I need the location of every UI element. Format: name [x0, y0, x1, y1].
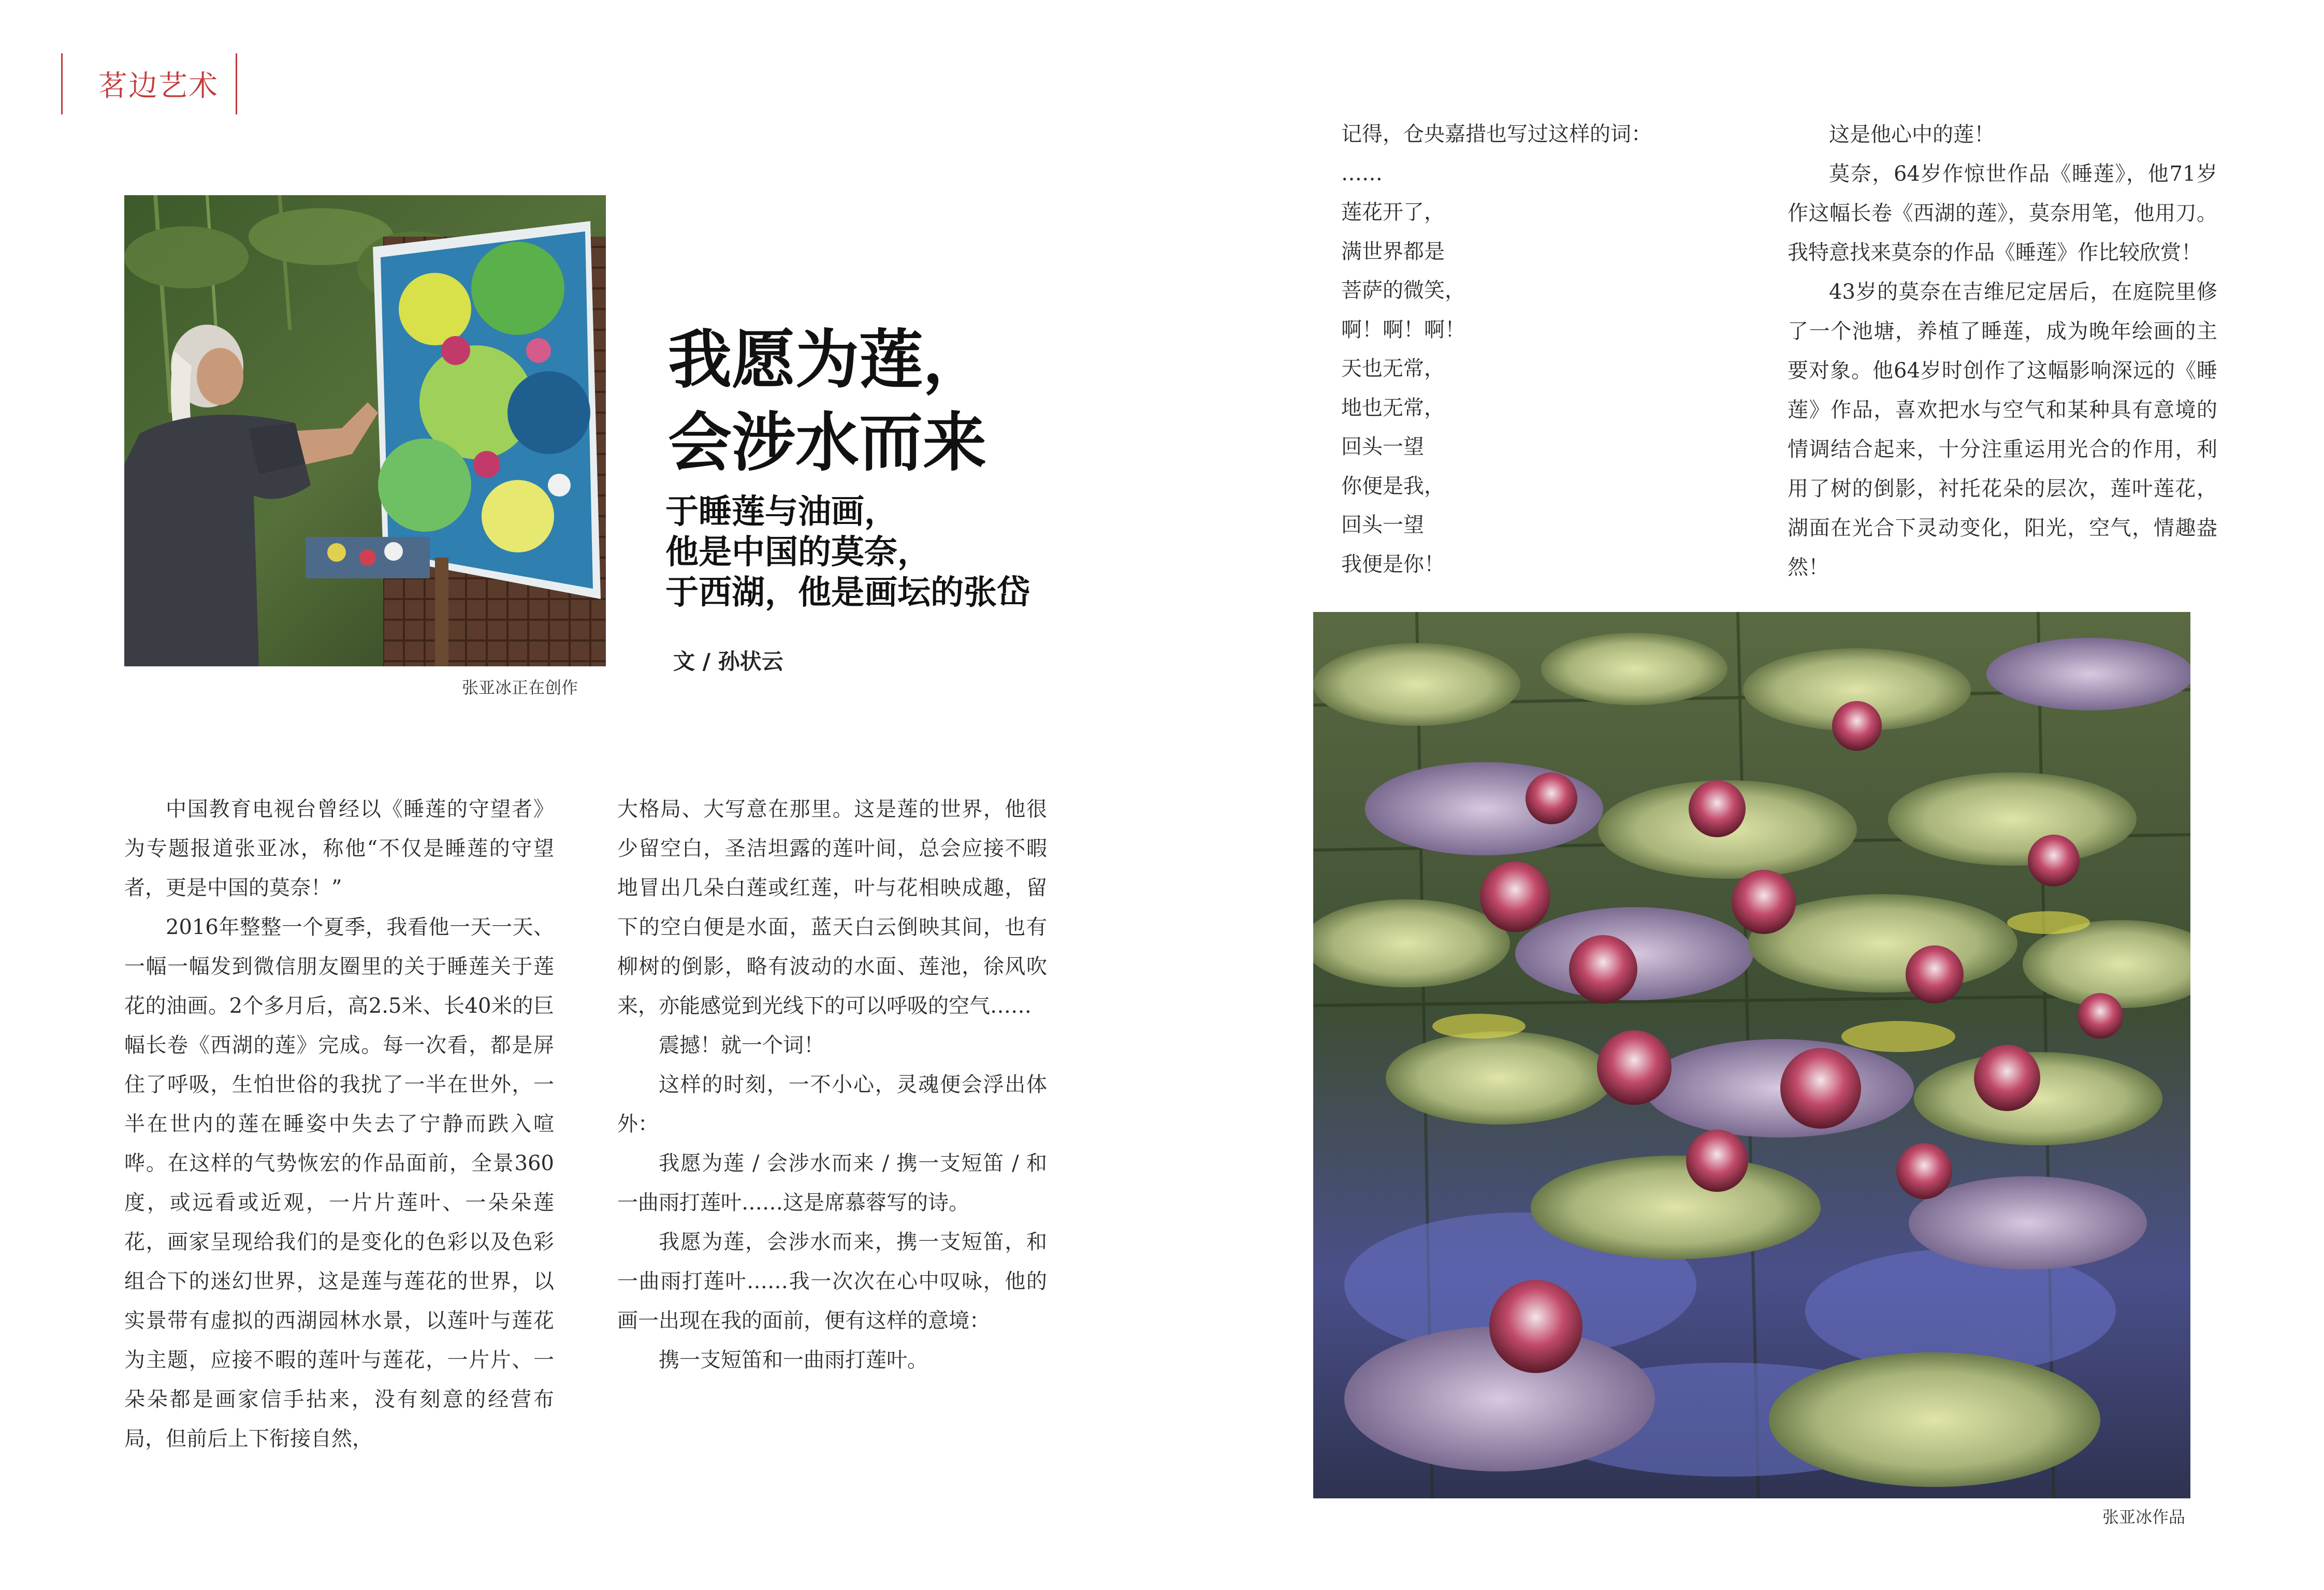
paragraph: 我愿为莲，会涉水而来，携一支短笛，和一曲雨打莲叶……我一次次在心中叹咏，他的画一出现在我的面前，便有这样的意境：: [617, 1230, 1047, 1333]
poem-line: 你便是我，: [1341, 474, 1445, 498]
header-divider-right: [236, 53, 237, 114]
paragraph: 莫奈，64岁作惊世作品《睡莲》，他71岁作这幅长卷《西湖的莲》，莫奈用笔，他用刀。我特意找来莫奈的作品《睡莲》作比较欣赏！: [1788, 162, 2217, 265]
poem-line: 记得，仓央嘉措也写过这样的词：: [1341, 122, 1652, 146]
poem-line: ……: [1341, 161, 1383, 185]
paragraph: 携一支短笛和一曲雨打莲叶。: [659, 1348, 928, 1372]
body-column-2: [617, 790, 1047, 1380]
poem-line: 啊！啊！啊！: [1341, 317, 1465, 342]
poem-line: 我便是你！: [1341, 552, 1445, 576]
paragraph: 我愿为莲 / 会涉水而来 / 携一支短笛 / 和一曲雨打莲叶……这是席慕蓉写的诗。: [617, 1151, 1047, 1215]
body-column-1: [124, 790, 554, 1458]
paragraph: 43岁的莫奈在吉维尼定居后，在庭院里修了一个池塘，养植了睡莲，成为晚年绘画的主要对象。他64岁时创作了这幅影响深远的《睡莲》作品，喜欢把水与空气和某种具有意境的情调结合起来，十分注重运用光合的作用，利用了树的倒影，衬托花朵的层次，莲叶莲花，湖面在光合下灵动变化，阳光，空气，情趣盎然！: [1788, 280, 2217, 579]
paragraph: 2016年整整一个夏季，我看他一天一天、一幅一幅发到微信朋友圈里的关于睡莲关于莲花的油画。2个多月后，高2.5米、长40米的巨幅长卷《西湖的莲》完成。每一次看，都是屏住了呼吸，生怕世俗的我扰了一半在世外，一半在世内的莲在睡姿中失去了宁静而跌入喧哗。在这样的气势恢宏的作品面前，全景360度，或远看或近观，一片片莲叶、一朵朵莲花，画家呈现给我们的是变化的色彩以及色彩组合下的迷幻世界，这是莲与莲花的世界，以实景带有虚拟的西湖园林水景，以莲叶与莲花为主题，应接不暇的莲叶与莲花，一片片、一朵朵都是画家信手拈来，没有刻意的经营布局，但前后上下衔接自然，: [124, 915, 554, 1451]
poem-line: 莲花开了，: [1341, 200, 1445, 224]
body-column-4: [1788, 115, 2217, 587]
poem-line: 满世界都是: [1341, 239, 1445, 264]
poem-line: 地也无常，: [1341, 396, 1445, 420]
title-line-1: 我愿为莲，: [668, 323, 986, 397]
paragraph: 中国教育电视台曾经以《睡莲的守望者》为专题报道张亚冰，称他“不仅是睡莲的守望者，更是中国的莫奈！”: [124, 797, 554, 900]
subtitle-line-3: 于西湖，他是画坛的张岱: [665, 573, 1030, 612]
paragraph: 这是他心中的莲！: [1829, 123, 1995, 147]
title-line-2: 会涉水而来: [668, 405, 986, 480]
section-tag: 茗边艺术: [98, 69, 219, 103]
byline: 文 / 孙状云: [673, 649, 783, 674]
poem-line: 回头一望: [1341, 435, 1424, 459]
poem-line: 回头一望: [1341, 513, 1424, 537]
artist-photo: [124, 195, 606, 666]
artist-photo-caption: 张亚冰正在创作: [462, 678, 578, 697]
article-subtitle: [665, 492, 1030, 613]
painting-caption: 张亚冰作品: [2102, 1507, 2186, 1527]
water-lily-painting: [1313, 612, 2190, 1498]
poem-column: [1341, 115, 1704, 584]
paragraph: 震撼！就一个词！: [659, 1033, 824, 1057]
poem-line: 天也无常，: [1341, 357, 1445, 381]
paragraph: 这样的时刻，一不小心，灵魂便会浮出体外：: [617, 1073, 1047, 1136]
poem-line: 菩萨的微笑，: [1341, 279, 1465, 302]
article-title: [668, 318, 986, 484]
subtitle-line-2: 他是中国的莫奈，: [665, 533, 931, 572]
header-divider-left: [61, 53, 63, 114]
paragraph: 大格局、大写意在那里。这是莲的世界，他很少留空白，圣洁坦露的莲叶间，总会应接不暇地冒出几朵白莲或红莲，叶与花相映成趣，留下的空白便是水面，蓝天白云倒映其间，也有柳树的倒影，略有波动的水面、莲池，徐风吹来，亦能感觉到光线下的可以呼吸的空气……: [617, 797, 1047, 1018]
subtitle-line-1: 于睡莲与油画，: [665, 492, 897, 531]
